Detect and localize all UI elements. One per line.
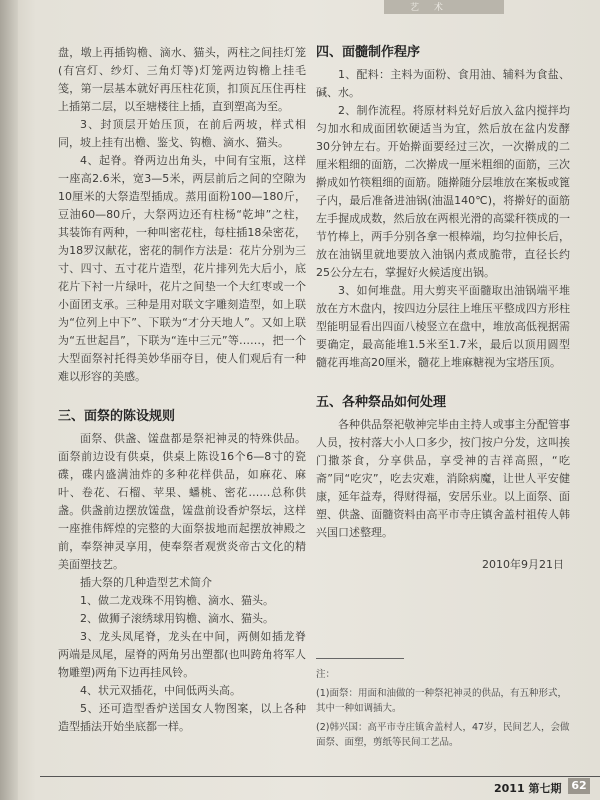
footer-rule (40, 776, 600, 777)
right-column (316, 44, 570, 574)
list-item: 3、龙头凤尾脊，龙头在中间，两侧如插龙脊两端是凤尾，屋脊的两角另出塑都(也叫跨角将军人物雕塑)两角下边再挂风铃。 (58, 630, 306, 679)
section-title-display-rules: 三、面祭的陈设规则 (58, 409, 176, 424)
section-title-procedure: 四、面髓制作程序 (316, 45, 421, 60)
issue-label: 2011 第七期 (494, 782, 562, 795)
list-title: 插大祭的几种造型艺术简介 (80, 576, 212, 589)
list-item: 4、状元双插花，中间低两头高。 (80, 684, 241, 697)
paragraph-continued: 盘，墩上再插钩檐、滴水、猫头，两柱之间挂灯笼(有宫灯、纱灯、三角灯等)灯笼两边钩檐上挂毛笺，第一层基本就好再压柱花顶，扣顶瓦压住再柱上插第二层，以至塘楼往上插，直到塑高为至。 (58, 46, 306, 113)
footnote-label: 注： (316, 669, 336, 680)
page-number: 62 (568, 778, 590, 794)
header-section-label: 艺 术 (410, 3, 449, 13)
footnote-divider (316, 658, 404, 659)
page-gutter-shadow (0, 0, 18, 800)
paragraph-ridge: 4、起脊。脊两边出角头，中间有宝瓶，这样一座高2.6米，宽3—5米，两层前后之间的空隙为10厘米的大祭造型插成。蒸用面粉100—180斤，豆油60—80斤，大祭两边还有柱杨“乾坤”之柱，其装饰有两种，一种叫密花柱，每柱插18朵密花，为18罗汉献花，密花的制作方法是：花片分别为三寸、四寸、五寸花片造型，花片排列先大后小，底花片下衬一片绿叶，花片之间垫一个大红枣或一个小面团支承。三种是用对联文字雕刻造型，如上联为“位列上中下”、下联为“才分天地人”。又如上联为“五世起昌”，下联为“连中三元”等……，把一个大型面祭衬托得美妙华丽夺目，使人们观后有一种难以形容的美感。 (58, 154, 306, 383)
paragraph-roof-top: 3、封顶层开始压顶，在前后两坡，样式相同，坡上挂有出檐、鉴戈、钩檐、滴水、猫头。 (58, 118, 306, 149)
paragraph-process: 2、制作流程。将原材料兑好后放入盆内搅拌均匀加水和成面团软硬适当为宜，然后放在盆内发酵30分钟左右。开始擀面要经过三次，一次擀成的二厘米粗细的面筋，二次擀成一厘米粗细的面筋，三次擀成如竹筷粗细的面筋。随擀随分层堆放在案板或篦子内，最后准备进油锅(油温140℃)，将擀好的面筋左手握成成数，然后放在两根光滑的高粱秆筷成的一节竹棒上，两手分别各拿一根棒端，均匀拉伸长后，放在油锅里就地要放入油锅内煮成脆带，直径长约25公分左右，掌握好火候适度出锅。 (316, 104, 570, 279)
left-column (58, 44, 306, 736)
paragraph-ingredients: 1、配料：主料为面粉、食用油、辅料为食盐、碱、水。 (316, 68, 570, 99)
footnote-1: (1)面祭：用面和油做的一种祭祀神灵的供品，有五种形式，其中一种如调插大。 (316, 688, 567, 714)
list-item: 2、做狮子滚绣球用钩檐、滴水、猫头。 (80, 612, 274, 625)
paragraph-offerings: 各种供品祭祀敬神完毕由主持人或事主分配管事人员，按村落大小人口多少，按门按户分发，这叫挨门撒茶食，分享供品，享受神的吉祥高照，“吃斋”同“吃灾”，吃去灾难，消除病魔，让世人平安健康，延年益寿，得财得福，安居乐业。以上面祭、面塑、供盏、面髓资料由高平市寺庄镇舍盖村祖传人韩兴国口述整理。 (316, 418, 570, 539)
footnote-2: (2)韩兴国：高平市寺庄镇舍盖村人，47岁，民间艺人，会做面祭、面塑，剪纸等民间工艺品。 (316, 722, 570, 748)
footnotes (316, 658, 570, 754)
article-date: 2010年9月21日 (482, 558, 564, 571)
section-title-offerings: 五、各种祭品如何处理 (316, 395, 447, 410)
paragraph-stacking: 3、如何堆盘。用大剪夹平面髓取出油锅端平堆放在方木盘内，按四边分层往上堆压平整成四方形柱型能明显看出四面八棱竖立在盘中，堆放高低视据需要确定，最高能堆1.5米至1.7米，最后以顶用圆型髓花再堆高20厘米，髓花上堆麻糖视为宝塔压顶。 (316, 284, 570, 369)
list-item: 5、还可造型香炉送国女人物图案，以上各种造型插法开始坐底都一样。 (58, 702, 306, 733)
list-item: 1、做二龙戏珠不用钩檐、滴水、猫头。 (80, 594, 274, 607)
paragraph-display-rules: 面祭、供盏、馐盘都是祭祀神灵的特殊供品。面祭前边设有供桌，供桌上陈设16个6—8寸的瓷碟，碟内盛满油炸的多种花样供品，如麻花、麻叶、卷花、石榴、苹果、蟠桃、密花……总称供盏。供盏前边摆放馐盘，馐盘前设香炉祭坛，这样一座推伟辉煌的完整的大面祭拔地而起摆放神殿之前，奉祭神灵享用，使奉祭者观赏炎帝古文化的精美面塑技艺。 (58, 432, 306, 571)
